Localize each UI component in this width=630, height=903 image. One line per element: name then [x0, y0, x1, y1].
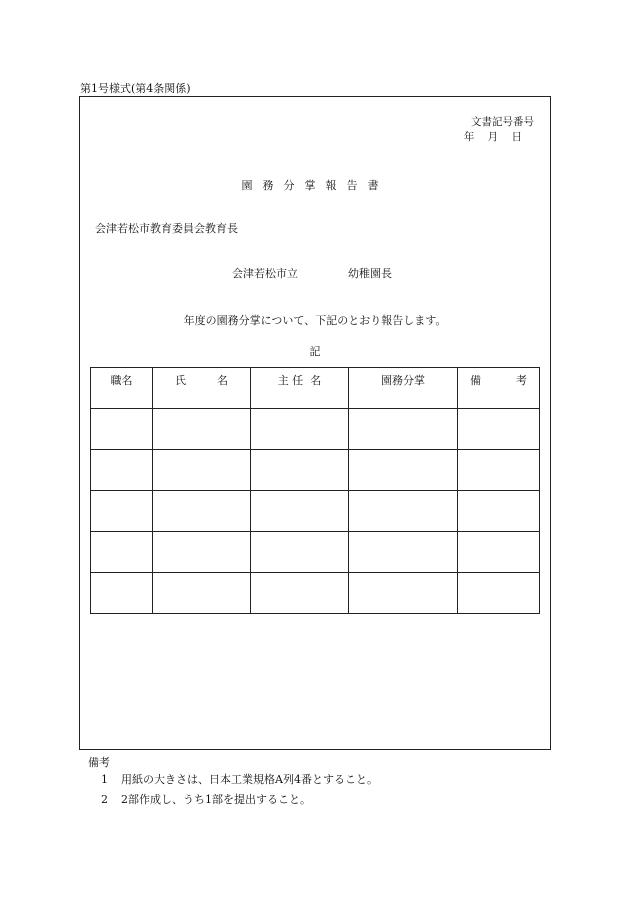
- date-line: 年 月 日: [463, 131, 522, 143]
- table-cell[interactable]: [153, 573, 251, 614]
- note-item: [101, 791, 311, 807]
- doc-number-label: 文書記号番号: [471, 116, 534, 128]
- table-row: [91, 491, 540, 532]
- note-number: 2: [101, 793, 108, 806]
- table-cell[interactable]: [251, 532, 349, 573]
- header-lead-right: 名: [310, 374, 322, 387]
- table-cell[interactable]: [91, 573, 153, 614]
- note-item: [101, 771, 378, 787]
- header-name-right: 名: [217, 374, 228, 387]
- table-row: [91, 450, 540, 491]
- table-cell[interactable]: [251, 450, 349, 491]
- table-cell[interactable]: [458, 532, 540, 573]
- note-text: 2部作成し、うち1部を提出すること。: [121, 793, 311, 806]
- header-lead-left: 主 任: [277, 374, 304, 387]
- school-prefix: 会津若松市立: [232, 267, 298, 280]
- school-line: [232, 265, 392, 281]
- table-header-row: [91, 368, 540, 409]
- table-cell[interactable]: [91, 532, 153, 573]
- table-cell[interactable]: [458, 450, 540, 491]
- table-cell[interactable]: [458, 491, 540, 532]
- table-cell[interactable]: [458, 573, 540, 614]
- table-cell[interactable]: [153, 450, 251, 491]
- table-cell[interactable]: [91, 450, 153, 491]
- header-name: [153, 368, 251, 409]
- duty-table: [90, 367, 540, 614]
- table-cell[interactable]: [153, 409, 251, 450]
- note-number: 1: [101, 773, 108, 786]
- form-label: 第1号様式(第4条関係): [80, 82, 191, 95]
- table-cell[interactable]: [251, 491, 349, 532]
- ki-label: 記: [309, 345, 321, 358]
- header-remarks-right: 考: [516, 374, 527, 387]
- table-row: [91, 573, 540, 614]
- header-remarks-left: 備: [470, 374, 481, 387]
- table-cell[interactable]: [349, 573, 458, 614]
- table-row: [91, 409, 540, 450]
- header-name-left: 氏: [175, 374, 186, 387]
- header-position-label: 職名: [110, 374, 133, 387]
- table-cell[interactable]: [153, 491, 251, 532]
- table-cell[interactable]: [349, 409, 458, 450]
- intro-text: 年度の園務分掌について、下記のとおり報告します。: [183, 314, 447, 327]
- table-cell[interactable]: [251, 573, 349, 614]
- school-suffix: 幼稚園長: [348, 267, 392, 280]
- header-duty-label: 園務分掌: [381, 374, 425, 387]
- header-remarks: [458, 368, 540, 409]
- header-position: [91, 368, 153, 409]
- addressee: 会津若松市教育委員会教育長: [95, 222, 238, 235]
- header-duty: [349, 368, 458, 409]
- table-cell[interactable]: [458, 409, 540, 450]
- document-title: 園務分掌報告書: [241, 179, 389, 192]
- table-cell[interactable]: [91, 491, 153, 532]
- header-lead: [251, 368, 349, 409]
- table-cell[interactable]: [91, 409, 153, 450]
- table-cell[interactable]: [153, 532, 251, 573]
- table-cell[interactable]: [349, 532, 458, 573]
- notes-heading: 備考: [88, 756, 110, 769]
- table-cell[interactable]: [251, 409, 349, 450]
- table-cell[interactable]: [349, 450, 458, 491]
- table-cell[interactable]: [349, 491, 458, 532]
- table-row: [91, 532, 540, 573]
- note-text: 用紙の大きさは、日本工業規格A列4番とすること。: [121, 773, 378, 786]
